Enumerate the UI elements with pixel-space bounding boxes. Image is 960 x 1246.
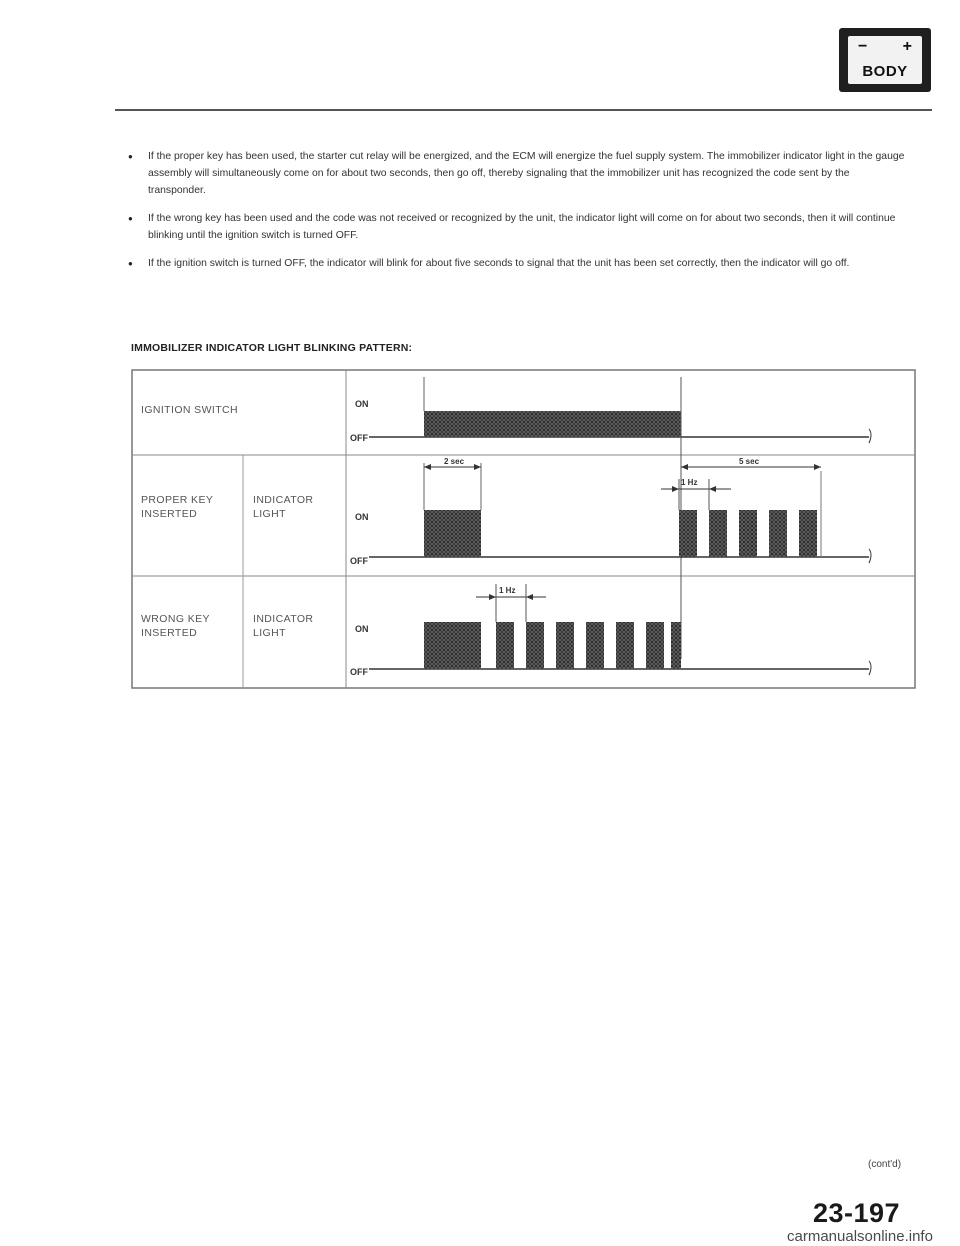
timing-chart: [131, 369, 916, 689]
bullet-proper-key: ● If the proper key has been used, the starter cut relay will be energized, and the ECM will energize the fuel supply system. The immobilizer indicator light in the gauge assembly will simultaneously come on for about two seconds, then go off, thereby signaling that the immobilizer unit has recognized the code sent by the transponder.: [128, 148, 908, 199]
minus-sign: −: [858, 38, 868, 55]
dim-1hz-proper-arrow-right: [709, 486, 716, 492]
ignition-on-block: [424, 411, 681, 437]
wrong-off-label: OFF: [350, 667, 368, 677]
label-ignition-switch: IGNITION SWITCH: [141, 404, 238, 416]
wrong-end-break: [869, 661, 871, 675]
dim-5sec-arrow-left: [681, 464, 688, 470]
wrong-blink-5: [616, 622, 634, 669]
dim-1hz-wrong-arrow-left: [489, 594, 496, 600]
body-section-badge: [839, 28, 931, 92]
label-wrong-indicator: INDICATOR LIGHT: [253, 613, 314, 639]
label-proper-key: PROPER KEY INSERTED: [141, 494, 214, 520]
proper-blink-4: [769, 510, 787, 557]
proper-off-label: OFF: [350, 556, 368, 566]
proper-blink-5: [799, 510, 817, 557]
dim-2sec-arrow-left: [424, 464, 431, 470]
wrong-blink-3: [556, 622, 574, 669]
wrong-initial-pulse: [424, 622, 481, 669]
dim-5sec-arrow-right: [814, 464, 821, 470]
header-rule: [115, 109, 932, 111]
wrong-blink-2: [526, 622, 544, 669]
dim-1hz-wrong-label: 1 Hz: [499, 586, 516, 595]
ignition-end-break: [869, 429, 871, 443]
proper-blink-3: [739, 510, 757, 557]
watermark: carmanualsonline.info: [787, 1228, 933, 1245]
bullet-list: [128, 148, 908, 283]
wrong-blink-7: [671, 622, 681, 669]
proper-blink-1: [679, 510, 697, 557]
wrong-on-label: ON: [355, 624, 369, 634]
continued-label: (cont'd): [868, 1159, 902, 1170]
proper-blink-2: [709, 510, 727, 557]
battery-icon: [848, 36, 922, 84]
bullet-ignition-off: ● If the ignition switch is turned OFF, the indicator will blink for about five seconds to signal that the unit has been set correctly, then the indicator will go off.: [128, 255, 908, 272]
dim-1hz-proper-label: 1 Hz: [681, 478, 698, 487]
label-wrong-key: WRONG KEY INSERTED: [141, 613, 210, 639]
plus-sign: +: [902, 38, 912, 55]
dim-1hz-wrong-arrow-right: [526, 594, 533, 600]
proper-on-label: ON: [355, 512, 369, 522]
label-proper-indicator: INDICATOR LIGHT: [253, 494, 314, 520]
dim-2sec-arrow-right: [474, 464, 481, 470]
bullet-wrong-key: ● If the wrong key has been used and the code was not received or recognized by the unit, the indicator light will come on for about two seconds, then it will continue blinking until the ignition switch is turned OFF.: [128, 210, 908, 244]
page-number: 23-197: [813, 1198, 901, 1228]
dim-5sec-label: 5 sec: [739, 457, 760, 466]
blinking-pattern-diagram: [131, 369, 916, 689]
badge-label: BODY: [862, 63, 908, 80]
proper-initial-pulse: [424, 510, 481, 557]
wrong-blink-4: [586, 622, 604, 669]
proper-end-break: [869, 549, 871, 563]
dim-2sec-label: 2 sec: [444, 457, 465, 466]
section-heading: IMMOBILIZER INDICATOR LIGHT BLINKING PATTERN:: [131, 342, 413, 354]
wrong-blink-6: [646, 622, 664, 669]
ignition-off-label: OFF: [350, 433, 368, 443]
ignition-on-label: ON: [355, 399, 369, 409]
wrong-blink-1: [496, 622, 514, 669]
dim-1hz-proper-arrow-left: [672, 486, 679, 492]
